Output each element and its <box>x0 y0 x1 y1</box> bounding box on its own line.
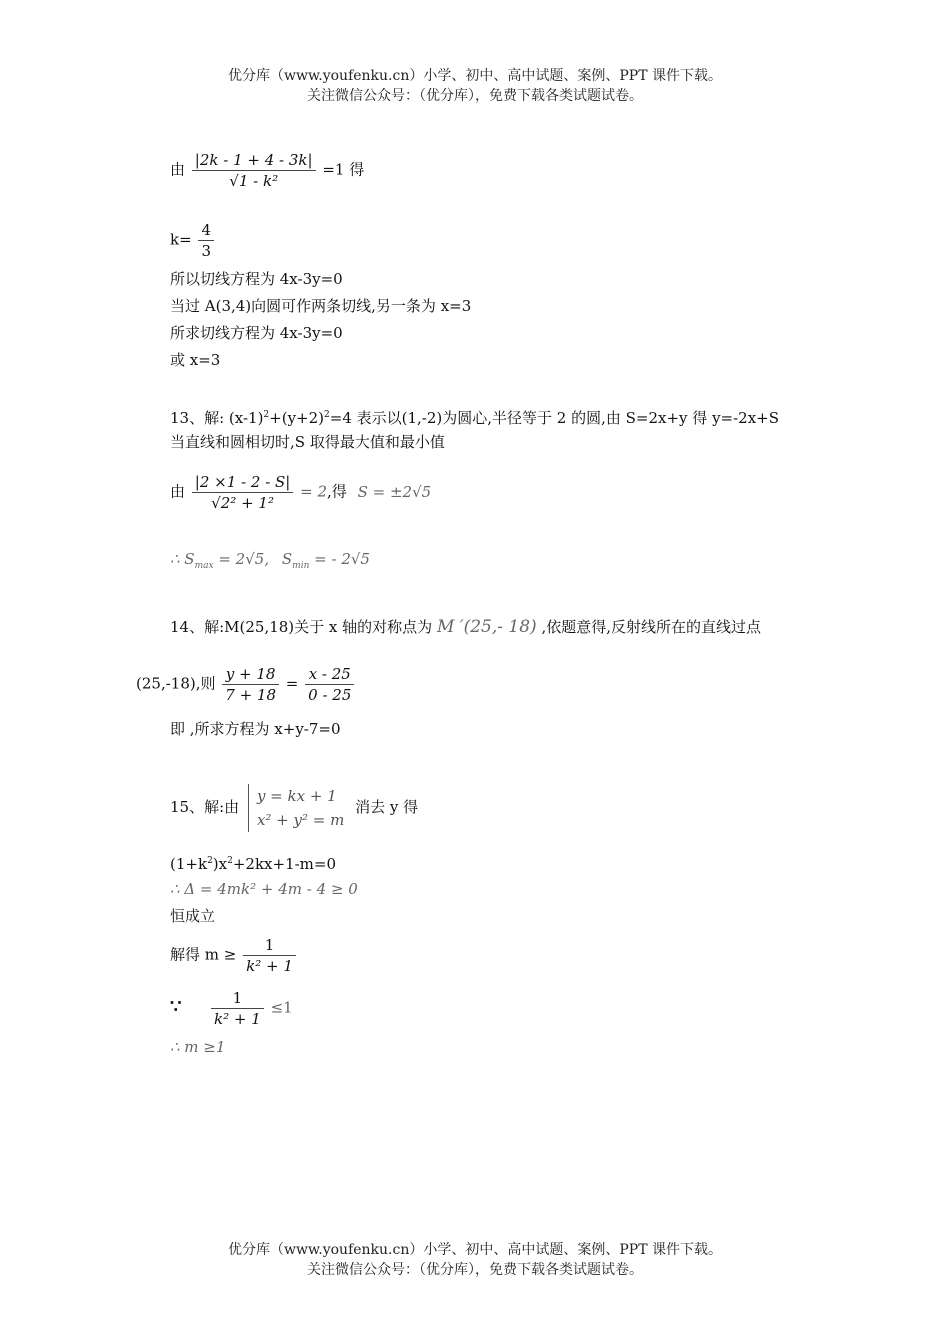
s15-l2a: (1+k <box>170 855 208 873</box>
s15-sys2: x² + y² = m <box>256 811 345 829</box>
page-footer-line2: 关注微信公众号：（优分库），免费下载各类试题试卷。 <box>307 1262 643 1278</box>
s13-l1b: 2 <box>263 410 270 420</box>
s14-f1-den: 7 + 18 <box>225 686 277 704</box>
s15-le1: ≤1 <box>270 998 293 1017</box>
s15-l2b: 2 <box>207 856 213 866</box>
s13-fraction <box>192 472 294 513</box>
s14-f1-num: y + 18 <box>222 664 279 685</box>
s15-line2 <box>170 850 336 875</box>
s14-line1 <box>170 616 761 638</box>
s15-line5 <box>170 935 298 976</box>
s15-system <box>248 784 344 832</box>
s15-sys1: y = kx + 1 <box>256 787 337 805</box>
s14-line3: 即 ,所求方程为 x+y-7=0 <box>170 720 341 738</box>
s13-den: √2² + 1² <box>211 494 274 512</box>
s13-you: 由 <box>170 482 186 501</box>
s13-s-result: S = ±2√5 <box>357 482 432 501</box>
s15-line4: 恒成立 <box>170 907 216 925</box>
s12-line1: 所以切线方程为 4x-3y=0 <box>170 270 343 288</box>
s13-formula-line <box>170 472 431 513</box>
s15-line1 <box>170 784 418 832</box>
s13-extremes-line <box>170 548 370 577</box>
s12-line4: 或 x=3 <box>170 351 221 369</box>
s15-l2c: )x <box>212 855 228 873</box>
s15-f2-den: k² + 1 <box>214 1010 261 1028</box>
page-header-line2: 关注微信公众号：（优分库），免费下载各类试题试卷。 <box>307 88 643 104</box>
s13-smin-sub: min <box>292 561 310 571</box>
s15-f2-num: 1 <box>211 988 264 1009</box>
s15-line3: ∴ Δ = 4mk² + 4m - 4 ≥ 0 <box>170 880 358 898</box>
s13-l1c: +(y+2) <box>269 409 325 427</box>
s12-formula-line <box>170 150 364 191</box>
s14-fraction2 <box>305 664 354 705</box>
s14-f2-num: x - 25 <box>305 664 354 685</box>
s12-k-label: k= <box>170 230 192 249</box>
s14-l1: 14、解:M(25,18)关于 x 轴的对称点为 <box>170 618 433 636</box>
s13-line2: 当直线和圆相切时,S 取得最大值和最小值 <box>170 433 445 451</box>
s13-line1 <box>170 404 779 429</box>
s12-line2: 当过 A(3,4)向圆可作两条切线,另一条为 x=3 <box>170 297 472 315</box>
s13-l1e: =4 表示以(1,-2)为圆心,半径等于 2 的圆,由 S=2x+y 得 y=-2x+S <box>329 409 780 427</box>
s14-l2a: (25,-18),则 <box>136 674 216 693</box>
s15-f1-num: 1 <box>243 935 296 956</box>
s12-fraction <box>192 150 316 191</box>
s13-eq: = 2 <box>300 482 328 501</box>
s15-l1b: 消去 y 得 <box>355 798 419 816</box>
s14-l1b: ,依题意得,反射线所在的直线过点 <box>541 618 762 636</box>
s13-smin-val: = - 2√5 <box>309 550 370 568</box>
s12-k-line <box>170 220 216 261</box>
s12-k-den: 3 <box>201 242 211 260</box>
s15-line7: ∴ m ≥1 <box>170 1038 226 1056</box>
s14-eq: = <box>285 674 299 693</box>
s14-f2-den: 0 - 25 <box>308 686 352 704</box>
s15-l2d: 2 <box>227 856 233 866</box>
s13-num: |2 ×1 - 2 - S| <box>192 472 294 493</box>
s13-smax-val: = 2√5, <box>213 550 270 568</box>
s14-mprime: M ′(25,- 18) <box>436 617 537 637</box>
page-footer-line1: 优分库（www.youfenku.cn）小学、初中、高中试题、案例、PPT 课件下载。 <box>227 1242 722 1258</box>
s15-because: ∵ <box>170 996 182 1018</box>
s13-smin: S <box>281 550 293 568</box>
s12-num: |2k - 1 + 4 - 3k| <box>192 150 316 171</box>
s15-l2e: +2kx+1-m=0 <box>232 855 337 873</box>
s13-l1d: 2 <box>324 410 330 420</box>
s15-f1-den: k² + 1 <box>246 957 293 975</box>
s12-k-fraction <box>198 220 214 261</box>
s14-line2 <box>136 664 356 705</box>
s12-eq-de: =1 得 <box>322 160 365 179</box>
s14-fraction1 <box>222 664 279 705</box>
s15-line6 <box>170 988 293 1029</box>
s15-l5: 解得 m ≥ <box>170 945 237 964</box>
s13-smax-sub: max <box>194 561 214 571</box>
s12-line3: 所求切线方程为 4x-3y=0 <box>170 324 343 342</box>
s15-l1: 15、解:由 <box>170 798 240 816</box>
s13-smax: ∴ S <box>170 550 195 568</box>
page-header-line1: 优分库（www.youfenku.cn）小学、初中、高中试题、案例、PPT 课件下载。 <box>227 68 722 84</box>
s12-k-num: 4 <box>198 220 214 241</box>
s12-den: √1 - k² <box>229 172 279 190</box>
s15-fraction1 <box>243 935 296 976</box>
s15-fraction2 <box>211 988 264 1029</box>
s13-l1a: 13、解: (x-1) <box>170 409 264 427</box>
s13-de: ,得 <box>327 482 347 501</box>
s12-you: 由 <box>170 160 186 179</box>
